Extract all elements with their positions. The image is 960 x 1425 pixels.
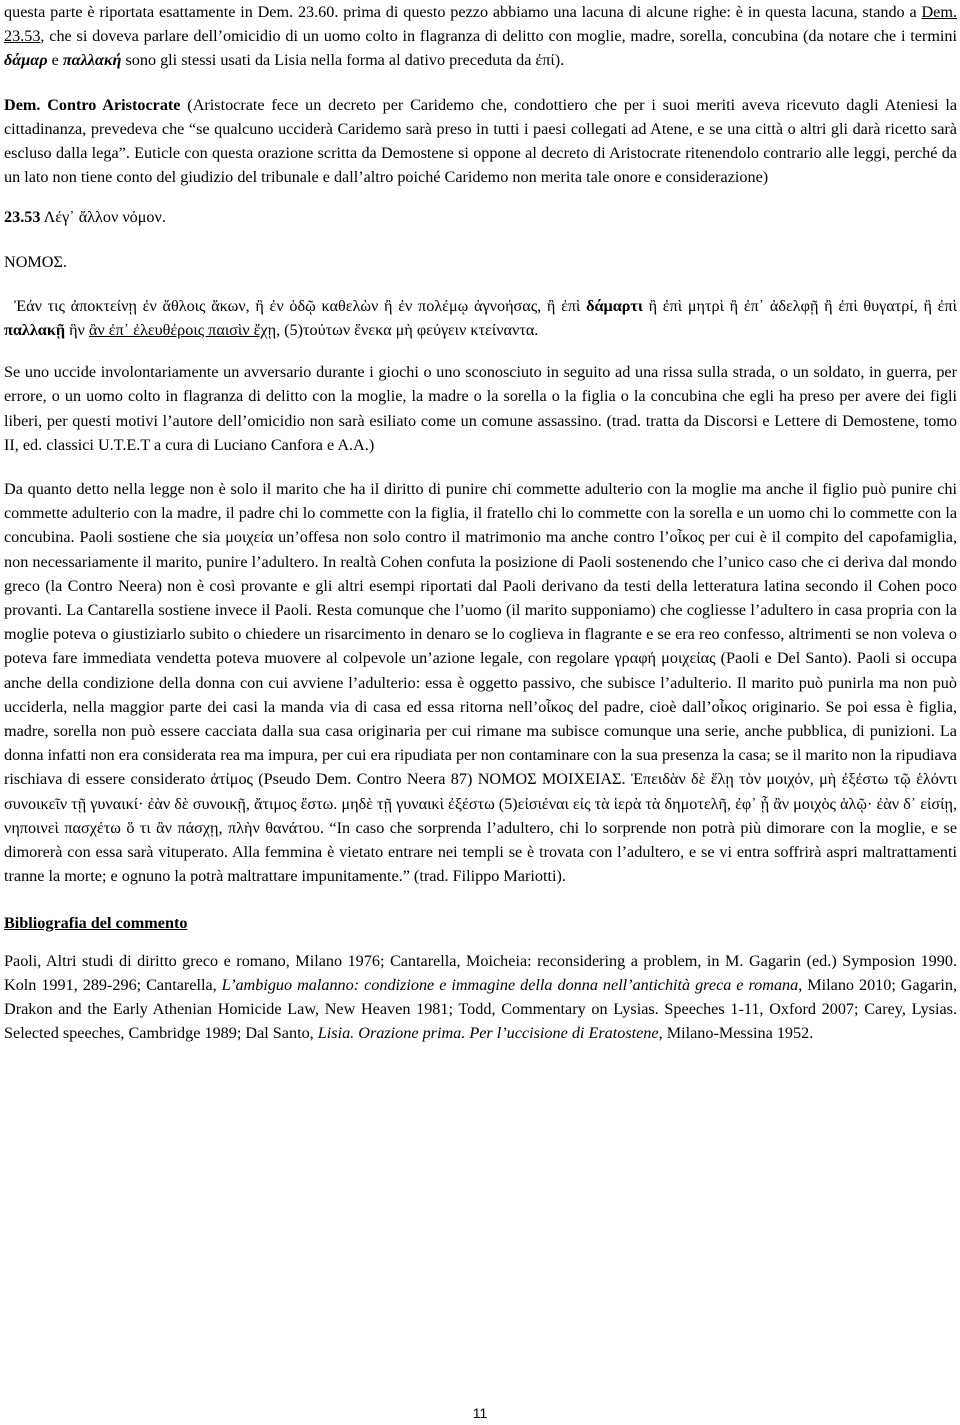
dem-reference-link[interactable]: Dem. 23.53 [4, 3, 957, 46]
bibliography-title-dal-santo: Lisia. Orazione prima. Per l’uccisione di Eratostene [317, 1024, 659, 1043]
intro-paragraph [4, 0, 957, 73]
bibliography-title-cantarella: L’ambiguo malanno: condizione e immagine della donna nell’antichità greca e romana [221, 975, 799, 994]
bibliography-text-3: , Milano-Messina 1952. [658, 1024, 814, 1043]
document-page [4, 0, 957, 1046]
commentary-paragraph: Da quanto detto nella legge non è solo il marito che ha il diritto di punire chi commette adulterio con la moglie ma anche il figlio può punire chi commette adulterio con la madre, il padre chi lo commette con la figlia, il fratello chi lo commette con la sorella e un uomo chi lo commette con la concubina. Paoli sostiene che sia μοιχεία un’offesa non solo contro il matrimonio ma anche contro l’οἶκος per cui è il compito del capofamiglia, non necessariamente il marito, punire l’adultero. In realtà Cohen confuta la posizione di Paoli sostenendo che l’unico caso che ci deriva dal mondo greco (la Contro Neera) non è così provante e gli altri esempi riportati dal Paoli derivano da testi della letteratura latina secondo il Cohen poco provanti. La Cantarella sostiene invece il Paoli. Resta comunque che l’uomo (il marito supponiamo) che cogliesse l’adultero in casa propria con la moglie poteva o giustiziarlo subito o chiedere un risarcimento in denaro se lo coglieva in flagrante e se era reo confesso, altrimenti se non voleva o poteva fare immediata vendetta poteva muovere al colpevole un’azione legale, con regolare γραφή μοιχείας (Paoli e Del Santo). Paoli si occupa anche della condizione della donna con cui avviene l’adulterio: essa è oggetto passivo, che subisce l’adulterio. Il marito può punirla ma non può ucciderla, nella maggior parte dei casi la manda via di casa ed essa ritorna nell’οἶκος del padre, cioè dall’οἶκος originario. Se poi essa è figlia, madre, sorella non può essere cacciata dalla sua casa originaria per cui rimane ma subisce comunque una serie, anche pubblica, di punizioni. La donna infatti non era considerata rea ma impura, per cui era ripudiata per non contaminare con la sua presenza la casa; se il marito non la ripudiava rischiava di essere considerato ἀτίμος (Pseudo Dem. Contro Neera 87) ΝΟΜΟΣ ΜΟΙΧΕΙΑΣ. Ἐπειδὰν δὲ ἕλῃ τὸν μοιχόν, μὴ ἐξέστω τῷ ἑλόντι συνοικεῖν τῇ γυναικί· ἐὰν δὲ συνοικῇ, ἄτιμος ἔστω. μηδὲ τῇ γυναικὶ ἐξέστω (5)εἰσιέναι εἰς τὰ ἱερὰ τὰ δημοτελῆ, ἐφ᾽ ᾗ ἂν μοιχὸς ἁλῷ· ἐὰν δ᾽ εἰσίῃ, νηποινεὶ πασχέτω ὅ τι ἂν πάσχῃ, πλὴν θανάτου. “In caso che sorprenda l’adultero, chi lo sorprende non potrà più dimorare con la moglie, e se dimorerà con essa sarà vituperato. Alla femmina è vietato entrare nei templi se è trovata con l’adultero, e se vi entra soffrirà aspri maltrattamenti tranne la morte; e ognuno la potrà maltrattare impunitamente.” (trad. Filippo Mariotti). [4, 480, 957, 886]
greek-term-damar: δάμαρ [4, 51, 48, 70]
passage-text: Λέγ᾽ ἄλλον νόμον. [40, 208, 166, 227]
contro-aristocrate-paragraph [4, 93, 957, 190]
intro-text-3: e [47, 51, 63, 70]
page-number: 11 [472, 1405, 488, 1421]
greek-law-bold-damarti: δάμαρτι [586, 296, 643, 315]
greek-term-pallake: παλλακή [62, 51, 122, 70]
greek-law-part-2: ἢ ἐπὶ μητρὶ ἢ ἐπ᾽ ἀδελφῇ ἢ ἐπὶ θυγατρί, ἢ ἐπὶ [642, 296, 957, 315]
passage-reference [4, 205, 957, 229]
greek-law-bold-pallake: παλλακῇ [4, 321, 66, 340]
intro-text: questa parte è riportata esattamente in Dem. 23.60. prima di questo pezzo abbiamo una lacuna di alcune righe: è in questa lacuna, stando a [4, 3, 922, 21]
contro-aristocrate-heading: Dem. Contro Aristocrate [4, 95, 181, 114]
bibliography-paragraph [4, 949, 957, 1046]
bibliography-text-2: , Milano 2010; Gagarin, Drakon and the Early Athenian Homicide Law, New Heaven 1981; Todd, Commentary on Lysias. Speeches 1-11, Oxford 2007; Carey, Lysias. Selected speeches, Cambridge 1989; Dal Santo, [4, 975, 957, 1043]
passage-number: 23.53 [4, 208, 41, 227]
bibliography-heading: Bibliografia del commento [4, 913, 188, 932]
contro-aristocrate-text: (Aristocrate fece un decreto per Caridemo che, condottiero che per i suoi meriti aveva ricevuto dagli Ateniesi la cittadinanza, prevedeva che “se qualcuno ucciderà Caridemo sarà preso in tutti i paesi collegati ad Atene, e se una città o altri gli darà ricetto sarà escluso dalla lega”. Euticle con questa orazione scritta da Demostene si oppone al decreto di Aristocrate ritenendolo contrario alle leggi, perché da un lato non tiene conto del giudizio del tribunale e dall’altro poiché Caridemo non merita tale onore e considerazione) [4, 95, 958, 187]
greek-law-part-4: , (5)τούτων ἕνεκα μὴ φεύγειν κτείναντα. [276, 321, 539, 340]
intro-text-4: sono gli stessi usati da Lisia nella forma al dativo preceduta da ἐπί). [121, 51, 565, 70]
greek-law-text [4, 294, 957, 342]
greek-law-underlined: ἂν ἐπ᾽ ἐλευθέροις παισὶν ἔχῃ [88, 321, 277, 340]
bibliography-text-1: Paoli, Altri studi di diritto greco e romano, Milano 1976; Cantarella, Moicheia: reconsidering a problem, in M. Gagarin (ed.) Symposion 1990. Koln 1991, 289-296; Cantarella, [4, 951, 957, 994]
intro-text-2: , che si doveva parlare dell’omicidio di un uomo colto in flagranza di delitto con moglie, madre, sorella, concubina (da notare che i termini [40, 27, 957, 46]
greek-law-part-1: Ἐάν τις ἀποκτείνῃ ἐν ἄθλοις ἄκων, ἢ ἐν ὁδῷ καθελὼν ἢ ἐν πολέμῳ ἀγνοήσας, ἢ ἐπὶ [14, 296, 587, 315]
nomos-heading: ΝΟΜΟΣ. [4, 252, 67, 271]
greek-law-part-3: ἣν [65, 321, 89, 340]
translation-paragraph: Se uno uccide involontariamente un avversario durante i giochi o uno sconosciuto in seguito ad una rissa sulla strada, o un soldato, in guerra, per errore, o un uomo colto in flagranza di delitto con la moglie, la madre o la sorella o la figlia o la concubina che egli ha preso per avere dei figli liberi, per questi motivi l’autore dell’omicidio non sarà esiliato come un comune assassino. (trad. tratta da Discorsi e Lettere di Demostene, tomo II, ed. classici U.T.E.T a cura di Luciano Canfora e A.A.) [4, 363, 957, 454]
